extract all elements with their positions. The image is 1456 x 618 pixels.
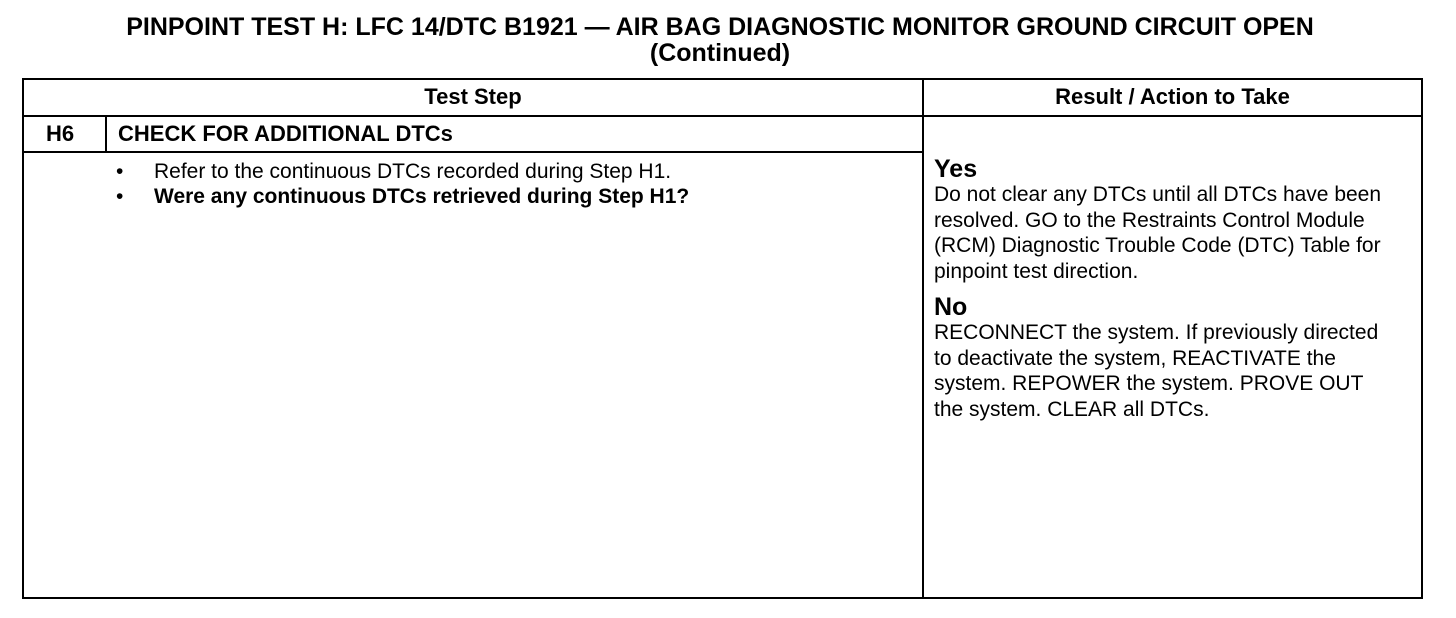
step-id-divider bbox=[105, 116, 107, 152]
instruction-question: Were any continuous DTCs retrieved during Step H1? bbox=[154, 185, 690, 208]
title-line-1: PINPOINT TEST H: LFC 14/DTC B1921 — AIR BAG DIAGNOSTIC MONITOR GROUND CIRCUIT OPEN bbox=[126, 13, 1314, 41]
page-title bbox=[0, 14, 1440, 66]
step-row-divider bbox=[24, 151, 922, 153]
list-item bbox=[116, 184, 689, 209]
step-instructions bbox=[116, 159, 689, 209]
yes-label: Yes bbox=[934, 155, 978, 183]
results-cell bbox=[934, 156, 1424, 422]
header-test-step: Test Step bbox=[424, 84, 522, 109]
instruction-text: Refer to the continuous DTCs recorded during Step H1. bbox=[154, 160, 672, 183]
header-result-action: Result / Action to Take bbox=[1055, 84, 1290, 109]
bullet-glyph: • bbox=[116, 185, 124, 208]
yes-action-text: Do not clear any DTCs until all DTCs have been resolved. GO to the Restraints Control Module (RCM) Diagnostic Trouble Code (DTC) Table for pinpoint test direction. bbox=[934, 183, 1382, 283]
no-action-text: RECONNECT the system. If previously directed to deactivate the system, REACTIVATE the system. REPOWER the system. PROVE OUT the system. CLEAR all DTCs. bbox=[934, 321, 1379, 421]
no-label: No bbox=[934, 293, 968, 321]
title-line-2: (Continued) bbox=[649, 39, 791, 67]
pinpoint-test-table bbox=[22, 78, 1423, 599]
column-divider bbox=[922, 80, 924, 597]
bullet-glyph: • bbox=[116, 160, 124, 183]
step-id: H6 bbox=[46, 121, 75, 146]
header-divider bbox=[24, 115, 1421, 117]
list-item bbox=[116, 159, 689, 184]
step-name: CHECK FOR ADDITIONAL DTCs bbox=[118, 121, 453, 146]
